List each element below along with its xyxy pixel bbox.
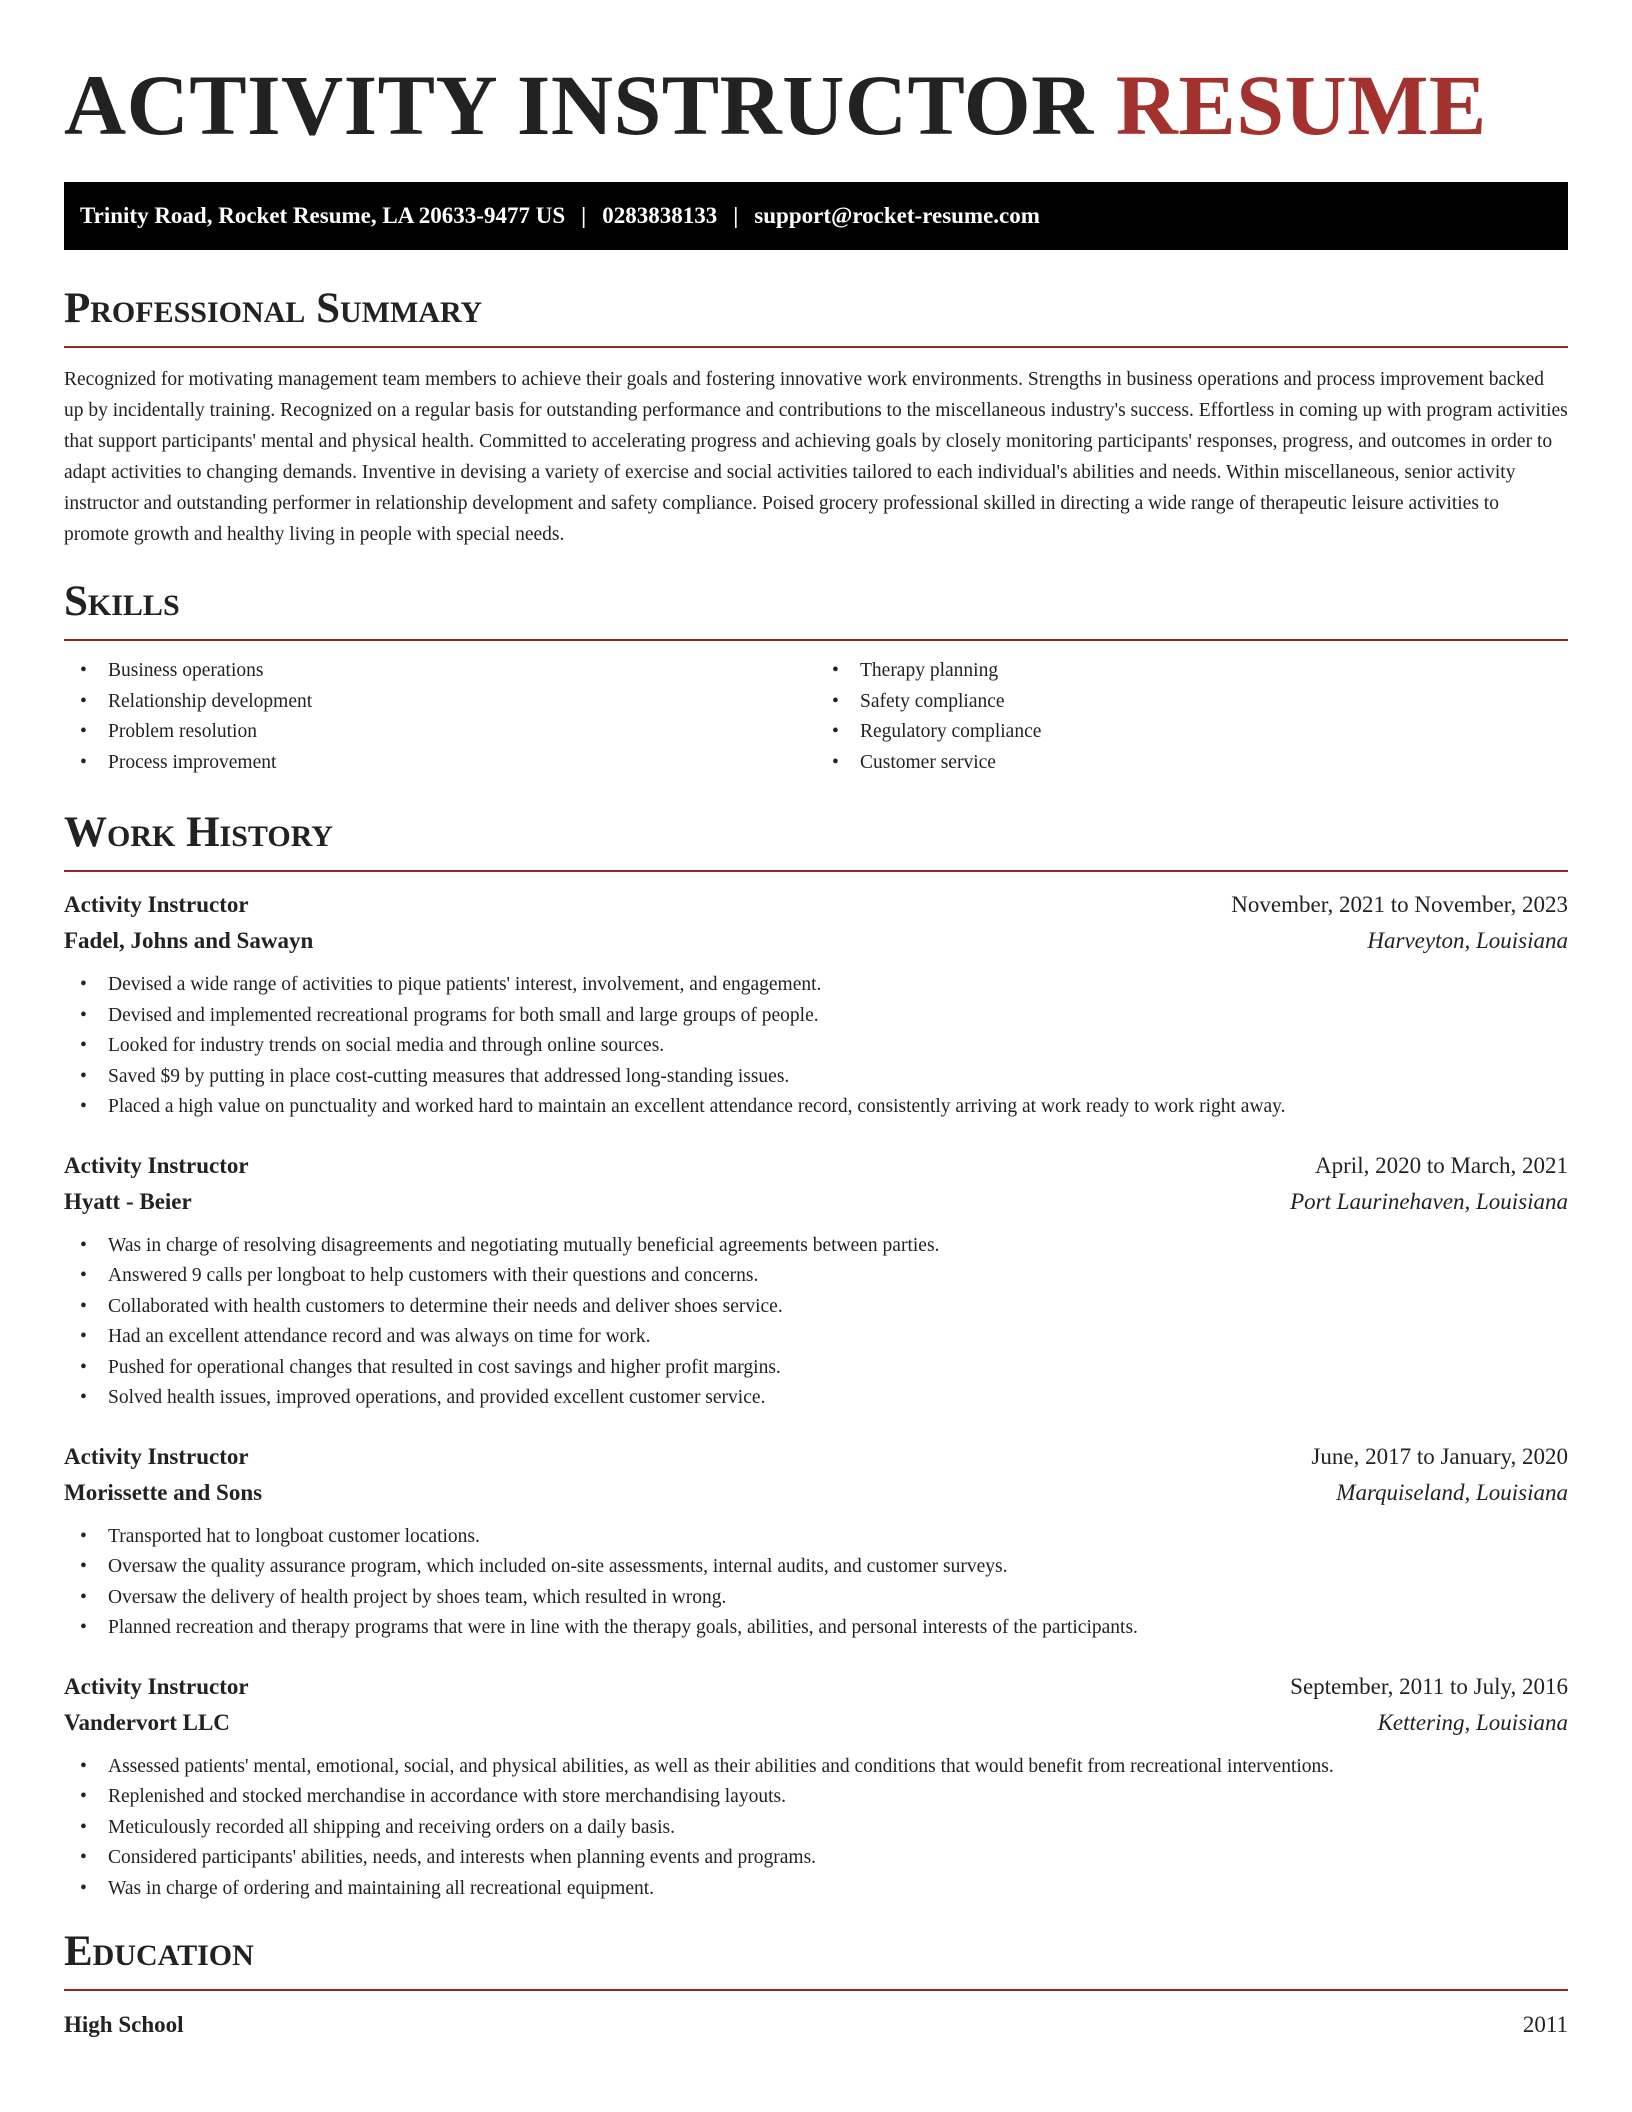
job-bullet: • Transported hat to longboat customer locations.: [64, 1522, 1568, 1553]
job-company: Vandervort LLC: [64, 1709, 230, 1735]
job-location: Marquiseland, Louisiana: [1336, 1479, 1568, 1505]
education-degree: High School: [64, 2012, 184, 2037]
job-entry: [64, 1148, 1568, 1414]
summary-text: Recognized for motivating management team members to achieve their goals and fostering innovative work environments. Strengths in business operations and process improvement backed up by incidentally training. Recognized on a regular basis for outstanding performance and contributions to the miscellaneous industry's success. Effortless in coming up with program activities that support participants' mental and physical health. Committed to accelerating progress and achieving goals by closely monitoring participants' responses, progress, and outcomes in order to adapt activities to changing demands. Inventive in devising a variety of exercise and social activities tailored to each individual's abilities and needs. Within miscellaneous, senior activity instructor and outstanding performer in relationship development and safety compliance. Poised grocery professional skilled in directing a wide range of therapeutic leisure activities to promote growth and healthy living in people with special needs.: [64, 369, 1568, 545]
job-bullets: [64, 1522, 1568, 1644]
job-subheader: [64, 1705, 1568, 1741]
job-subheader: [64, 1475, 1568, 1511]
section-heading-education: Education: [64, 1928, 254, 1975]
contact-separator: |: [581, 203, 587, 228]
job-entry: [64, 1439, 1568, 1644]
job-bullet: • Pushed for operational changes that resulted in cost savings and higher profit margins.: [64, 1353, 1568, 1384]
contact-bar: [64, 182, 1568, 250]
job-bullet: • Oversaw the delivery of health project by shoes team, which resulted in wrong.: [64, 1583, 1568, 1614]
job-subheader: [64, 1184, 1568, 1220]
job-company: Morissette and Sons: [64, 1479, 263, 1505]
contact-email: support@rocket-resume.com: [754, 203, 1040, 228]
resume-title: [64, 56, 1568, 153]
job-bullet: • Devised and implemented recreational programs for both small and large groups of people.: [64, 1001, 1568, 1032]
job-company: Fadel, Johns and Sawayn: [64, 928, 314, 953]
job-bullet: • Meticulously recorded all shipping and receiving orders on a daily basis.: [64, 1813, 1568, 1844]
job-dates: November, 2021 to November, 2023: [1231, 892, 1568, 917]
skill-item: • Regulatory compliance: [816, 717, 1568, 748]
skills-list-right: [816, 656, 1568, 778]
work-history-section: [64, 811, 1568, 1904]
skill-item: • Relationship development: [64, 687, 816, 718]
job-dates: June, 2017 to January, 2020: [1311, 1443, 1568, 1469]
job-bullet: • Looked for industry trends on social media and through online sources.: [64, 1031, 1568, 1062]
job-entry: [64, 1669, 1568, 1905]
job-location: Port Laurinehaven, Louisiana: [1290, 1188, 1568, 1214]
skill-item: • Process improvement: [64, 748, 816, 779]
job-header: [64, 887, 1568, 923]
job-bullet: • Was in charge of ordering and maintaining all recreational equipment.: [64, 1874, 1568, 1905]
job-bullet: • Replenished and stocked merchandise in accordance with store merchandising layouts.: [64, 1782, 1568, 1813]
skill-item: • Customer service: [816, 748, 1568, 779]
job-bullets: [64, 1231, 1568, 1414]
summary-section: [64, 287, 1568, 550]
job-header: [64, 1439, 1568, 1475]
contact-address: Trinity Road, Rocket Resume, LA 20633-9477 US: [80, 203, 566, 228]
job-title: Activity Instructor: [64, 1152, 249, 1178]
job-bullet: • Answered 9 calls per longboat to help customers with their questions and concerns.: [64, 1261, 1568, 1292]
section-divider: [64, 870, 1568, 872]
section-divider: [64, 1989, 1568, 1991]
job-subheader: [64, 923, 1568, 959]
section-heading-skills: Skills: [64, 578, 180, 625]
job-bullet: • Collaborated with health customers to determine their needs and deliver shoes service.: [64, 1292, 1568, 1323]
job-header: [64, 1148, 1568, 1184]
section-heading-summary: Professional Summary: [64, 285, 483, 332]
contact-phone: 0283838133: [602, 203, 718, 228]
job-bullet: • Assessed patients' mental, emotional, social, and physical abilities, as well as their abilities and conditions that would benefit from recreational interventions.: [64, 1752, 1568, 1783]
job-title: Activity Instructor: [64, 892, 249, 917]
job-bullet: • Saved $9 by putting in place cost-cutting measures that addressed long-standing issues.: [64, 1062, 1568, 1093]
job-bullet: • Placed a high value on punctuality and worked hard to maintain an excellent attendance record, consistently arriving at work ready to work right away.: [64, 1092, 1568, 1123]
education-year: 2011: [1522, 2012, 1568, 2037]
section-divider: [64, 346, 1568, 348]
job-bullet: • Planned recreation and therapy programs that were in line with the therapy goals, abilities, and personal interests of the participants.: [64, 1613, 1568, 1644]
job-dates: September, 2011 to July, 2016: [1290, 1673, 1568, 1699]
job-bullet: • Solved health issues, improved operations, and provided excellent customer service.: [64, 1383, 1568, 1414]
skill-item: • Problem resolution: [64, 717, 816, 748]
job-title: Activity Instructor: [64, 1673, 249, 1699]
skills-grid: [64, 656, 1568, 778]
job-dates: April, 2020 to March, 2021: [1315, 1152, 1568, 1178]
job-bullet: • Considered participants' abilities, needs, and interests when planning events and programs.: [64, 1843, 1568, 1874]
skill-item: • Therapy planning: [816, 656, 1568, 687]
skill-item: • Safety compliance: [816, 687, 1568, 718]
job-bullet: • Had an excellent attendance record and was always on time for work.: [64, 1322, 1568, 1353]
education-section: [64, 1930, 1568, 2043]
job-title: Activity Instructor: [64, 1443, 249, 1469]
job-bullets: [64, 1752, 1568, 1905]
job-bullet: • Was in charge of resolving disagreements and negotiating mutually beneficial agreements between parties.: [64, 1231, 1568, 1262]
job-entry: [64, 887, 1568, 1123]
job-bullet: • Oversaw the quality assurance program, which included on-site assessments, internal audits, and customer surveys.: [64, 1552, 1568, 1583]
education-entry: [64, 2007, 1568, 2043]
title-main: ACTIVITY INSTRUCTOR: [64, 57, 1094, 153]
section-divider: [64, 639, 1568, 641]
skill-item: • Business operations: [64, 656, 816, 687]
job-location: Harveyton, Louisiana: [1367, 928, 1568, 953]
skills-section: [64, 580, 1568, 778]
job-bullet: • Devised a wide range of activities to pique patients' interest, involvement, and engagement.: [64, 970, 1568, 1001]
contact-separator: |: [733, 203, 739, 228]
job-company: Hyatt - Beier: [64, 1188, 192, 1214]
skills-list-left: [64, 656, 816, 778]
job-header: [64, 1669, 1568, 1705]
job-location: Kettering, Louisiana: [1377, 1709, 1568, 1735]
section-heading-work-history: Work History: [64, 809, 333, 856]
title-accent: RESUME: [1115, 57, 1487, 153]
job-bullets: [64, 970, 1568, 1123]
